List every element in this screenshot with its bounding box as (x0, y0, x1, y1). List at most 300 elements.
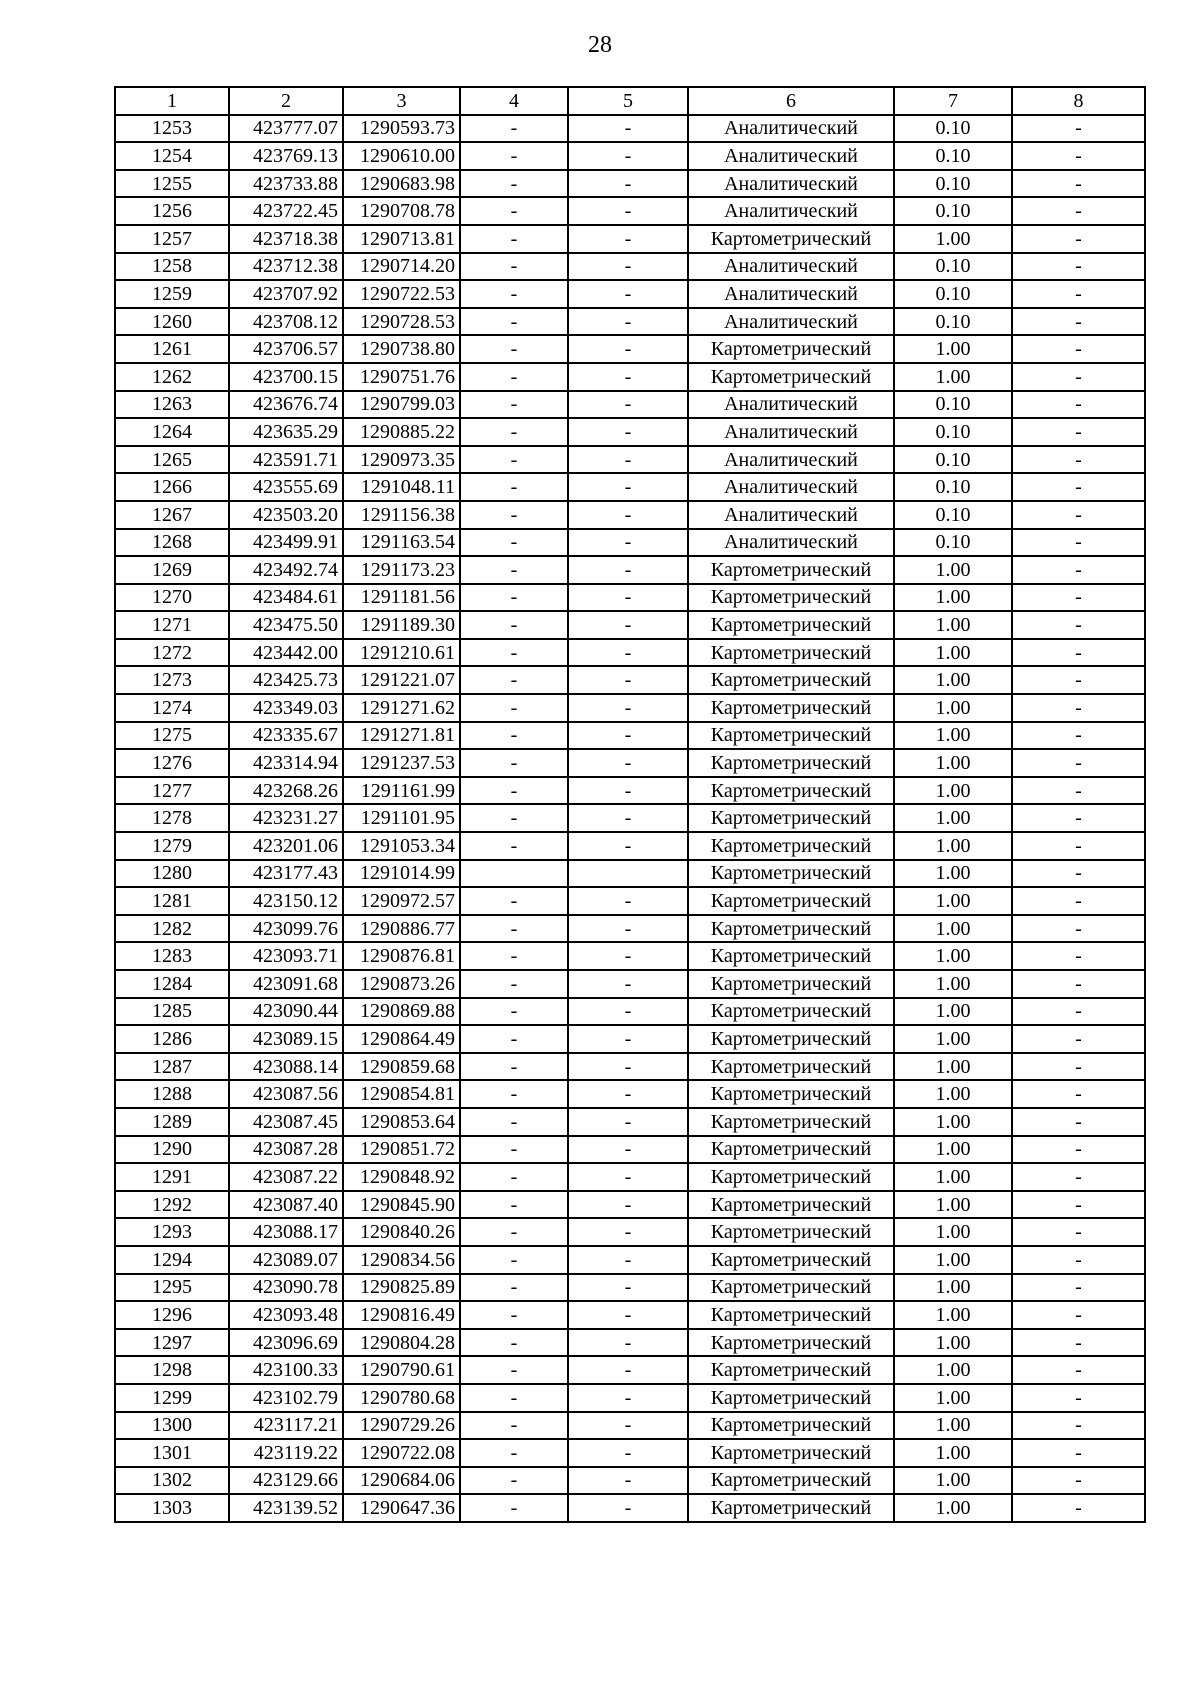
point-number-cell: 1288 (115, 1080, 229, 1108)
column-8-cell: - (1012, 142, 1145, 170)
y-coordinate-cell: 1290885.22 (343, 418, 460, 446)
table-row (115, 556, 1145, 584)
method-cell: Картометрический (688, 363, 894, 391)
y-coordinate-cell: 1291156.38 (343, 501, 460, 529)
column-8-cell: - (1012, 1384, 1145, 1412)
x-coordinate-cell: 423100.33 (229, 1356, 343, 1384)
point-number-cell: 1286 (115, 1025, 229, 1053)
point-number-cell: 1262 (115, 363, 229, 391)
point-number-cell: 1272 (115, 639, 229, 667)
table-row (115, 1218, 1145, 1246)
method-cell: Картометрический (688, 611, 894, 639)
y-coordinate-cell: 1291221.07 (343, 666, 460, 694)
column-header: 7 (894, 87, 1012, 115)
x-coordinate-cell: 423087.22 (229, 1163, 343, 1191)
column-8-cell: - (1012, 970, 1145, 998)
column-8-cell: - (1012, 942, 1145, 970)
x-coordinate-cell: 423119.22 (229, 1439, 343, 1467)
accuracy-cell: 1.00 (894, 1412, 1012, 1440)
method-cell: Картометрический (688, 970, 894, 998)
y-coordinate-cell: 1290851.72 (343, 1136, 460, 1164)
column-8-cell: - (1012, 1412, 1145, 1440)
column-4-cell: - (460, 142, 568, 170)
y-coordinate-cell: 1290683.98 (343, 170, 460, 198)
column-8-cell: - (1012, 1191, 1145, 1219)
point-number-cell: 1282 (115, 915, 229, 943)
accuracy-cell: 1.00 (894, 1356, 1012, 1384)
table-row (115, 446, 1145, 474)
x-coordinate-cell: 423484.61 (229, 584, 343, 612)
y-coordinate-cell: 1291161.99 (343, 777, 460, 805)
method-cell: Аналитический (688, 473, 894, 501)
y-coordinate-cell: 1290848.92 (343, 1163, 460, 1191)
column-4-cell: - (460, 970, 568, 998)
column-5-cell: - (568, 1467, 688, 1495)
method-cell: Картометрический (688, 1412, 894, 1440)
column-5-cell: - (568, 280, 688, 308)
column-4-cell: - (460, 942, 568, 970)
column-8-cell: - (1012, 446, 1145, 474)
x-coordinate-cell: 423349.03 (229, 694, 343, 722)
method-cell: Аналитический (688, 446, 894, 474)
column-header: 5 (568, 87, 688, 115)
point-number-cell: 1280 (115, 860, 229, 888)
x-coordinate-cell: 423102.79 (229, 1384, 343, 1412)
x-coordinate-cell: 423087.56 (229, 1080, 343, 1108)
point-number-cell: 1284 (115, 970, 229, 998)
accuracy-cell: 1.00 (894, 998, 1012, 1026)
column-8-cell: - (1012, 335, 1145, 363)
table-row (115, 115, 1145, 143)
accuracy-cell: 0.10 (894, 529, 1012, 557)
accuracy-cell: 1.00 (894, 749, 1012, 777)
accuracy-cell: 1.00 (894, 832, 1012, 860)
x-coordinate-cell: 423335.67 (229, 722, 343, 750)
column-5-cell: - (568, 1191, 688, 1219)
method-cell: Аналитический (688, 418, 894, 446)
column-4-cell: - (460, 197, 568, 225)
column-8-cell: - (1012, 1025, 1145, 1053)
x-coordinate-cell: 423722.45 (229, 197, 343, 225)
accuracy-cell: 1.00 (894, 225, 1012, 253)
y-coordinate-cell: 1290859.68 (343, 1053, 460, 1081)
point-number-cell: 1273 (115, 666, 229, 694)
x-coordinate-cell: 423777.07 (229, 115, 343, 143)
column-8-cell: - (1012, 473, 1145, 501)
method-cell: Картометрический (688, 1108, 894, 1136)
column-5-cell: - (568, 1053, 688, 1081)
y-coordinate-cell: 1290728.53 (343, 308, 460, 336)
x-coordinate-cell: 423129.66 (229, 1467, 343, 1495)
table-row (115, 335, 1145, 363)
column-4-cell: - (460, 1191, 568, 1219)
y-coordinate-cell: 1290834.56 (343, 1246, 460, 1274)
column-8-cell: - (1012, 418, 1145, 446)
table-row (115, 1356, 1145, 1384)
table-row (115, 1439, 1145, 1467)
point-number-cell: 1270 (115, 584, 229, 612)
method-cell: Картометрический (688, 556, 894, 584)
column-5-cell: - (568, 611, 688, 639)
table-row (115, 1412, 1145, 1440)
point-number-cell: 1258 (115, 253, 229, 281)
x-coordinate-cell: 423093.71 (229, 942, 343, 970)
column-5-cell: - (568, 942, 688, 970)
column-5-cell: - (568, 998, 688, 1026)
column-8-cell: - (1012, 1108, 1145, 1136)
column-4-cell: - (460, 998, 568, 1026)
table-row (115, 1108, 1145, 1136)
x-coordinate-cell: 423712.38 (229, 253, 343, 281)
table-row (115, 998, 1145, 1026)
y-coordinate-cell: 1291189.30 (343, 611, 460, 639)
table-row (115, 473, 1145, 501)
table-row (115, 1329, 1145, 1357)
column-4-cell: - (460, 722, 568, 750)
accuracy-cell: 1.00 (894, 804, 1012, 832)
column-8-cell: - (1012, 556, 1145, 584)
column-header: 4 (460, 87, 568, 115)
y-coordinate-cell: 1290972.57 (343, 887, 460, 915)
accuracy-cell: 0.10 (894, 253, 1012, 281)
x-coordinate-cell: 423503.20 (229, 501, 343, 529)
point-number-cell: 1296 (115, 1301, 229, 1329)
method-cell: Картометрический (688, 777, 894, 805)
method-cell: Картометрический (688, 915, 894, 943)
column-8-cell: - (1012, 1163, 1145, 1191)
point-number-cell: 1291 (115, 1163, 229, 1191)
column-5-cell: - (568, 1356, 688, 1384)
column-4-cell: - (460, 1439, 568, 1467)
column-8-cell: - (1012, 860, 1145, 888)
column-5-cell: - (568, 1412, 688, 1440)
method-cell: Картометрический (688, 639, 894, 667)
y-coordinate-cell: 1290790.61 (343, 1356, 460, 1384)
method-cell: Картометрический (688, 1384, 894, 1412)
column-4-cell: - (460, 1025, 568, 1053)
table-row (115, 832, 1145, 860)
column-8-cell: - (1012, 225, 1145, 253)
table-row (115, 1246, 1145, 1274)
column-header: 6 (688, 87, 894, 115)
table-row (115, 1467, 1145, 1495)
column-5-cell: - (568, 1025, 688, 1053)
y-coordinate-cell: 1291271.81 (343, 722, 460, 750)
column-4-cell: - (460, 915, 568, 943)
point-number-cell: 1278 (115, 804, 229, 832)
accuracy-cell: 1.00 (894, 666, 1012, 694)
point-number-cell: 1285 (115, 998, 229, 1026)
column-8-cell: - (1012, 501, 1145, 529)
x-coordinate-cell: 423099.76 (229, 915, 343, 943)
column-8-cell: - (1012, 529, 1145, 557)
column-5-cell: - (568, 887, 688, 915)
column-4-cell: - (460, 170, 568, 198)
point-number-cell: 1260 (115, 308, 229, 336)
column-8-cell: - (1012, 694, 1145, 722)
column-4-cell: - (460, 1136, 568, 1164)
column-8-cell: - (1012, 1494, 1145, 1522)
table-row (115, 225, 1145, 253)
table-row (115, 363, 1145, 391)
accuracy-cell: 1.00 (894, 1439, 1012, 1467)
y-coordinate-cell: 1290729.26 (343, 1412, 460, 1440)
y-coordinate-cell: 1290873.26 (343, 970, 460, 998)
column-4-cell: - (460, 280, 568, 308)
accuracy-cell: 1.00 (894, 1025, 1012, 1053)
y-coordinate-cell: 1291173.23 (343, 556, 460, 584)
y-coordinate-cell: 1290816.49 (343, 1301, 460, 1329)
method-cell: Аналитический (688, 115, 894, 143)
column-5-cell: - (568, 970, 688, 998)
point-number-cell: 1264 (115, 418, 229, 446)
table-row (115, 418, 1145, 446)
accuracy-cell: 1.00 (894, 915, 1012, 943)
point-number-cell: 1297 (115, 1329, 229, 1357)
method-cell: Картометрический (688, 942, 894, 970)
column-4-cell: - (460, 611, 568, 639)
column-4-cell: - (460, 1246, 568, 1274)
point-number-cell: 1292 (115, 1191, 229, 1219)
x-coordinate-cell: 423231.27 (229, 804, 343, 832)
accuracy-cell: 1.00 (894, 1136, 1012, 1164)
column-4-cell: - (460, 584, 568, 612)
column-4-cell: - (460, 1329, 568, 1357)
point-number-cell: 1300 (115, 1412, 229, 1440)
column-8-cell: - (1012, 1080, 1145, 1108)
y-coordinate-cell: 1290722.53 (343, 280, 460, 308)
method-cell: Картометрический (688, 998, 894, 1026)
x-coordinate-cell: 423088.14 (229, 1053, 343, 1081)
y-coordinate-cell: 1290973.35 (343, 446, 460, 474)
point-number-cell: 1256 (115, 197, 229, 225)
point-number-cell: 1265 (115, 446, 229, 474)
method-cell: Аналитический (688, 253, 894, 281)
column-4-cell: - (460, 1053, 568, 1081)
column-8-cell: - (1012, 308, 1145, 336)
column-5-cell: - (568, 666, 688, 694)
column-5-cell: - (568, 225, 688, 253)
table-row (115, 1025, 1145, 1053)
column-5-cell: - (568, 639, 688, 667)
column-8-cell: - (1012, 611, 1145, 639)
point-number-cell: 1289 (115, 1108, 229, 1136)
point-number-cell: 1274 (115, 694, 229, 722)
table-row (115, 722, 1145, 750)
x-coordinate-cell: 423555.69 (229, 473, 343, 501)
x-coordinate-cell: 423093.48 (229, 1301, 343, 1329)
column-5-cell: - (568, 1163, 688, 1191)
column-5-cell: - (568, 308, 688, 336)
column-4-cell: - (460, 1467, 568, 1495)
column-5-cell: - (568, 749, 688, 777)
column-5-cell: - (568, 1439, 688, 1467)
accuracy-cell: 1.00 (894, 584, 1012, 612)
table-row (115, 1274, 1145, 1302)
column-4-cell: - (460, 1412, 568, 1440)
column-4-cell: - (460, 418, 568, 446)
accuracy-cell: 1.00 (894, 970, 1012, 998)
y-coordinate-cell: 1290714.20 (343, 253, 460, 281)
table-row (115, 584, 1145, 612)
column-5-cell: - (568, 501, 688, 529)
y-coordinate-cell: 1291181.56 (343, 584, 460, 612)
column-5-cell: - (568, 1246, 688, 1274)
y-coordinate-cell: 1290722.08 (343, 1439, 460, 1467)
accuracy-cell: 1.00 (894, 887, 1012, 915)
point-number-cell: 1259 (115, 280, 229, 308)
method-cell: Картометрический (688, 225, 894, 253)
column-8-cell: - (1012, 280, 1145, 308)
column-4-cell: - (460, 1080, 568, 1108)
point-number-cell: 1257 (115, 225, 229, 253)
accuracy-cell: 1.00 (894, 1163, 1012, 1191)
page-number: 28 (588, 32, 612, 58)
column-8-cell: - (1012, 998, 1145, 1026)
y-coordinate-cell: 1290864.49 (343, 1025, 460, 1053)
method-cell: Картометрический (688, 694, 894, 722)
method-cell: Картометрический (688, 1301, 894, 1329)
accuracy-cell: 0.10 (894, 473, 1012, 501)
table-row (115, 1053, 1145, 1081)
column-5-cell (568, 860, 688, 888)
method-cell: Картометрический (688, 584, 894, 612)
column-8-cell: - (1012, 115, 1145, 143)
table-row (115, 639, 1145, 667)
table-row (115, 611, 1145, 639)
x-coordinate-cell: 423492.74 (229, 556, 343, 584)
column-8-cell: - (1012, 197, 1145, 225)
x-coordinate-cell: 423087.45 (229, 1108, 343, 1136)
y-coordinate-cell: 1290684.06 (343, 1467, 460, 1495)
method-cell: Картометрический (688, 1080, 894, 1108)
y-coordinate-cell: 1290738.80 (343, 335, 460, 363)
method-cell: Картометрический (688, 1136, 894, 1164)
accuracy-cell: 1.00 (894, 556, 1012, 584)
column-8-cell: - (1012, 915, 1145, 943)
point-number-cell: 1261 (115, 335, 229, 363)
accuracy-cell: 1.00 (894, 942, 1012, 970)
point-number-cell: 1266 (115, 473, 229, 501)
table-row (115, 1384, 1145, 1412)
column-4-cell: - (460, 804, 568, 832)
point-number-cell: 1268 (115, 529, 229, 557)
y-coordinate-cell: 1290869.88 (343, 998, 460, 1026)
column-4-cell: - (460, 1494, 568, 1522)
method-cell: Аналитический (688, 280, 894, 308)
x-coordinate-cell: 423089.15 (229, 1025, 343, 1053)
method-cell: Картометрический (688, 832, 894, 860)
method-cell: Картометрический (688, 722, 894, 750)
accuracy-cell: 0.10 (894, 197, 1012, 225)
method-cell: Картометрический (688, 1356, 894, 1384)
x-coordinate-cell: 423676.74 (229, 391, 343, 419)
table-row (115, 391, 1145, 419)
column-8-cell: - (1012, 639, 1145, 667)
column-4-cell: - (460, 777, 568, 805)
column-5-cell: - (568, 915, 688, 943)
accuracy-cell: 1.00 (894, 1246, 1012, 1274)
y-coordinate-cell: 1290713.81 (343, 225, 460, 253)
accuracy-cell: 1.00 (894, 694, 1012, 722)
accuracy-cell: 1.00 (894, 1329, 1012, 1357)
column-8-cell: - (1012, 1246, 1145, 1274)
column-5-cell: - (568, 1301, 688, 1329)
table-row (115, 529, 1145, 557)
column-5-cell: - (568, 584, 688, 612)
method-cell: Картометрический (688, 1163, 894, 1191)
x-coordinate-cell: 423769.13 (229, 142, 343, 170)
method-cell: Аналитический (688, 501, 894, 529)
accuracy-cell: 0.10 (894, 280, 1012, 308)
column-8-cell: - (1012, 170, 1145, 198)
column-8-cell: - (1012, 584, 1145, 612)
point-number-cell: 1301 (115, 1439, 229, 1467)
column-4-cell: - (460, 501, 568, 529)
accuracy-cell: 1.00 (894, 1080, 1012, 1108)
column-header: 1 (115, 87, 229, 115)
column-4-cell: - (460, 1108, 568, 1136)
column-4-cell: - (460, 887, 568, 915)
x-coordinate-cell: 423425.73 (229, 666, 343, 694)
column-4-cell: - (460, 1218, 568, 1246)
column-4-cell: - (460, 1163, 568, 1191)
method-cell: Картометрический (688, 1467, 894, 1495)
column-4-cell: - (460, 391, 568, 419)
column-4-cell: - (460, 832, 568, 860)
y-coordinate-cell: 1291210.61 (343, 639, 460, 667)
accuracy-cell: 1.00 (894, 1274, 1012, 1302)
column-8-cell: - (1012, 1136, 1145, 1164)
column-4-cell: - (460, 1384, 568, 1412)
column-8-cell: - (1012, 1467, 1145, 1495)
x-coordinate-cell: 423096.69 (229, 1329, 343, 1357)
column-5-cell: - (568, 446, 688, 474)
accuracy-cell: 1.00 (894, 335, 1012, 363)
point-number-cell: 1281 (115, 887, 229, 915)
column-5-cell: - (568, 529, 688, 557)
x-coordinate-cell: 423087.40 (229, 1191, 343, 1219)
table-row (115, 804, 1145, 832)
point-number-cell: 1298 (115, 1356, 229, 1384)
accuracy-cell: 1.00 (894, 1108, 1012, 1136)
accuracy-cell: 1.00 (894, 1301, 1012, 1329)
column-4-cell: - (460, 1356, 568, 1384)
column-8-cell: - (1012, 749, 1145, 777)
point-number-cell: 1287 (115, 1053, 229, 1081)
column-4-cell: - (460, 115, 568, 143)
column-5-cell: - (568, 142, 688, 170)
column-5-cell: - (568, 335, 688, 363)
method-cell: Картометрический (688, 1218, 894, 1246)
accuracy-cell: 1.00 (894, 722, 1012, 750)
point-number-cell: 1271 (115, 611, 229, 639)
method-cell: Картометрический (688, 749, 894, 777)
column-4-cell: - (460, 225, 568, 253)
y-coordinate-cell: 1291014.99 (343, 860, 460, 888)
coordinates-table (114, 86, 1146, 1523)
point-number-cell: 1275 (115, 722, 229, 750)
table-row (115, 1494, 1145, 1522)
column-5-cell: - (568, 1329, 688, 1357)
method-cell: Картометрический (688, 1246, 894, 1274)
column-5-cell: - (568, 391, 688, 419)
column-8-cell: - (1012, 832, 1145, 860)
column-4-cell: - (460, 1301, 568, 1329)
method-cell: Аналитический (688, 142, 894, 170)
x-coordinate-cell: 423201.06 (229, 832, 343, 860)
x-coordinate-cell: 423591.71 (229, 446, 343, 474)
